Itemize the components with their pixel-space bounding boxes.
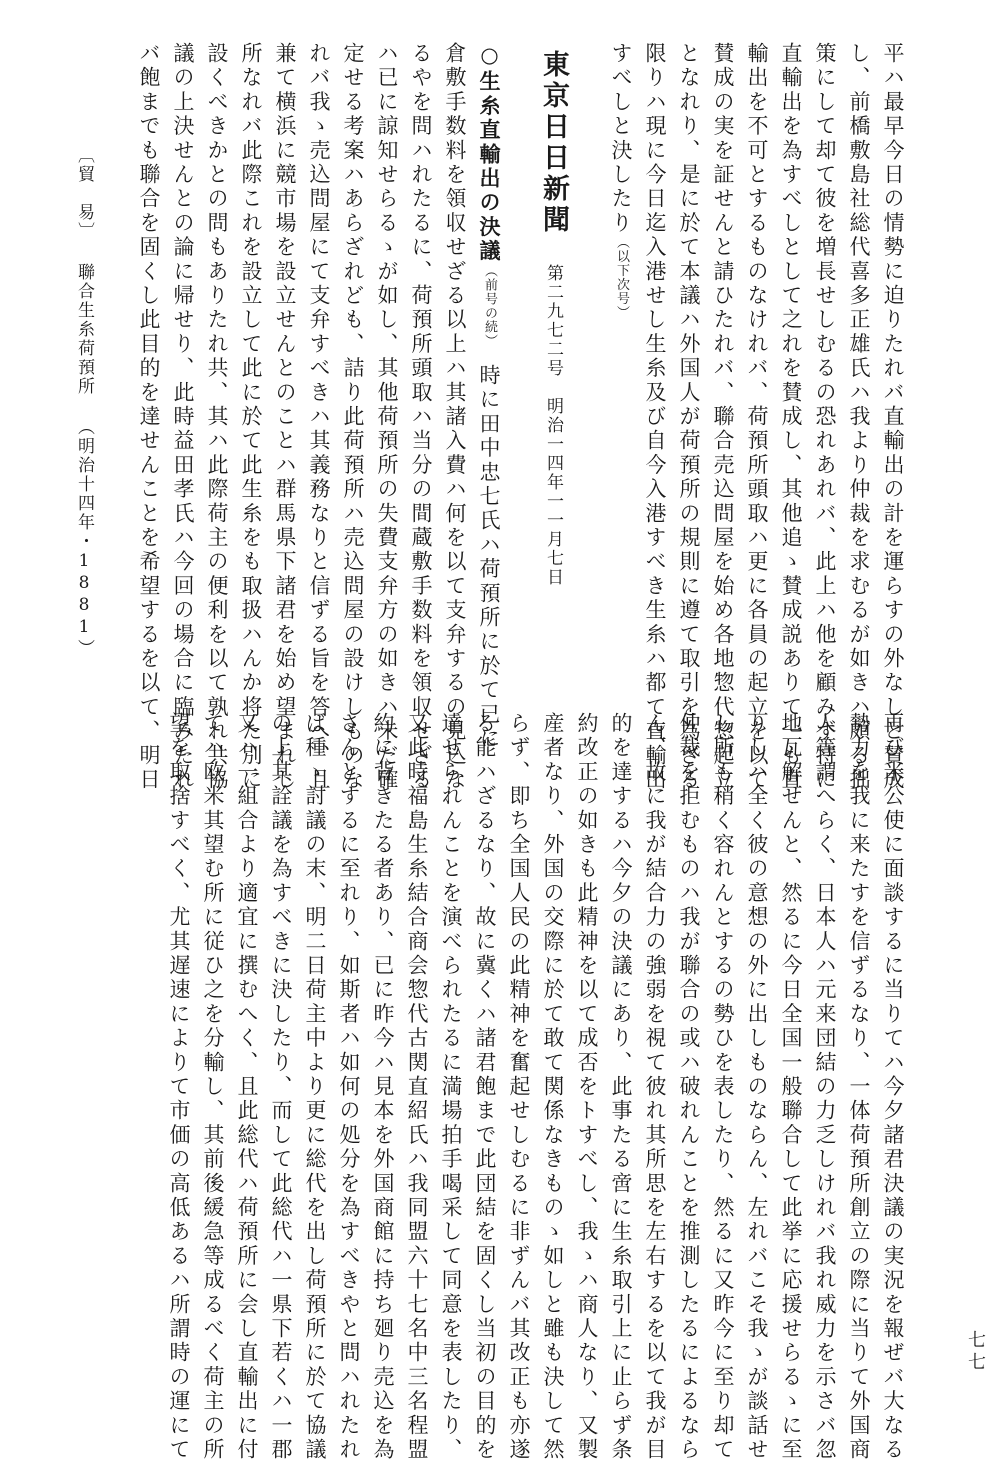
text-line: れバ我ゝ売込問屋にて支弁すべきハ其義務なりと信ずる旨を答へ、且 bbox=[307, 42, 331, 793]
text-line: 倉敷手数料を領収せざる以上ハ其諸入費ハ何を以て支弁するの見込な bbox=[443, 42, 467, 793]
running-footer bbox=[72, 146, 97, 658]
footer-date: （明治十四年・1881） bbox=[74, 418, 94, 658]
text-line: 限りハ現に今日迄入港せし生糸及び自今入港すべき生糸ハ都て直輸出 bbox=[643, 42, 667, 793]
text-line: 又ハ一組合より適宜に撰むへく、且此総代ハ荷預所に会し直輸出に付 bbox=[235, 712, 259, 1462]
issue-info: 第二九七二号 明治一四年一一月七日 bbox=[543, 264, 563, 587]
text-line: 望を取捨すべく、尤其遅速によりて市価の高低あるハ所謂時の運にて bbox=[167, 712, 191, 1462]
text-line: バ飽までも聯合を固くし此目的を達せんことを希望するを以て、明日 bbox=[137, 42, 161, 793]
text-line: 再び米公使に面談するに当りてハ今夕諸君決議の実況を報ぜバ大なる bbox=[881, 712, 905, 1462]
text-line: 設くべきかとの問もありたれ共、其ハ此際荷主の便利を以て孰れ共協 bbox=[205, 42, 229, 793]
text-line: 的を達するハ今夕の決議にあり、此事たる啻に生糸取引上に止らず条 bbox=[609, 712, 633, 1462]
text-line: 産者なり、外国の交際に於て敢て関係なきものゝ如しと雖も決して然 bbox=[541, 712, 565, 1462]
article-title-line bbox=[478, 42, 500, 751]
text-line-last bbox=[610, 42, 631, 320]
text-line: 兼て横浜に競市場を設立せんとのことハ群馬県下諸君を始め望まれし bbox=[273, 42, 297, 793]
text-line: らず、即ち全国人民の此精神を奮起せしむるに非ずんバ其改正も亦遂 bbox=[507, 712, 531, 1462]
text-line: ば種ゝ討議の末、明二日荷主中より更に総代を出し荷預所に於て協議 bbox=[303, 712, 327, 1462]
article-title: ○生糸直輸出の決議 bbox=[477, 42, 502, 264]
text-line: 達せられんことを演べられたるに満場拍手喝采して同意を表したり、 bbox=[439, 712, 463, 1462]
footer-title: 聯合生糸荷預所 bbox=[74, 263, 94, 396]
text-line: 人等謂へらく、日本人ハ元来団結の力乏しけれバ我れ威力を示さバ忽 bbox=[813, 712, 837, 1462]
text-line: の上其詮議を為すべきに決したり、而して此総代ハ一県下若くハ一郡 bbox=[269, 712, 293, 1462]
text-line: るやを問ハれたるに、荷預所頭取ハ当分の間蔵敷手数料を領収せざる bbox=[409, 42, 433, 793]
text-line: 約改正の如きも此精神を以て成否をトすべし、我ゝハ商人なり、又製 bbox=[575, 712, 599, 1462]
text-line: 仲裁を拒むものハ我が聯合の或ハ破れんことを推測したるによるなら bbox=[677, 712, 701, 1462]
footer-category: 〔貿 易〕 bbox=[74, 146, 94, 241]
text-line: 平ハ最早今日の情勢に迫りたれバ直輸出の計を運らすの外なしと賛成 bbox=[881, 42, 905, 793]
text-line: 議の上決せんとの論に帰せり、此時益田孝氏ハ今回の場合に臨みたれ bbox=[171, 42, 195, 793]
text-line: ハ已に諒知せらるゝが如し、其他荷預所の失費支弁方の如きハ未だ確 bbox=[375, 42, 399, 793]
page-number: 七七 bbox=[965, 1330, 986, 1374]
text-line: し所も稍く容れんとするの勢ひを表したり、然るに又昨今に至り却て bbox=[711, 712, 735, 1462]
text-line: 策にして却て彼を増長せしむるの恐れあれバ、此上ハ他を顧みず特に bbox=[813, 42, 837, 793]
article-note: （前号の続） bbox=[482, 263, 497, 348]
newspaper-name: 東京日日新聞 bbox=[538, 50, 569, 236]
text-line: 勢力を我に来たすを信ずるなり、一体荷預所創立の際に当りて外国商 bbox=[847, 712, 871, 1462]
article-text-start: 時に田中忠七氏ハ荷預所に於て已に bbox=[477, 363, 501, 752]
text-line: し、前橋敷島社総代喜多正雄氏ハ我より仲裁を求むるが如きハ頗る拙 bbox=[847, 42, 871, 793]
text-line: となれり、是に於て本議ハ外国人が荷預所の規則に遵て取引を為ざる bbox=[677, 42, 701, 793]
text-line: てハ欧米其望む所に従ひ之を分輸し、其前後緩急等成るべく荷主の所 bbox=[201, 712, 225, 1462]
text-line: 地瓦解せんと、然るに今日全国一般聯合して此挙に応援せらるゝに至 bbox=[779, 712, 803, 1462]
text-line: 約に背きたる者あり、已に昨今ハ見本を外国商館に持ち廻り売込を為 bbox=[371, 712, 395, 1462]
text-line: る能ハざるなり、故に冀くハ諸君飽まで此団結を固くし当初の目的を bbox=[473, 712, 497, 1462]
text-line: りしハ全く彼の意想の外に出しものならん、左れバこそ我ゝが談話せ bbox=[745, 712, 769, 1462]
newspaper-heading bbox=[540, 50, 567, 587]
text-line: 輸出を不可とするものなけれバ、荷預所頭取ハ更に各員の起立を以て bbox=[745, 42, 769, 793]
text-line: 直輸出を為すべしとして之れを賛成し、其他追ゝ賛成説ありて一も直 bbox=[779, 42, 803, 793]
continued-note: （以下次号） bbox=[614, 235, 629, 320]
text-line: 又此時福島生糸結合商会惣代古関直紹氏ハ我同盟六十七名中三名程盟 bbox=[405, 712, 429, 1462]
text-line: 定せる考案ハあらざれども、詰り此荷預所ハ売込問屋の設けしものな bbox=[341, 42, 365, 793]
text-line: さんとするに至れり、如斯者ハ如何の処分を為すべきやと問ハれたれ bbox=[337, 712, 361, 1462]
text-line: ん、故に我が結合力の強弱を視て彼れ其所思を左右するを以て我が目 bbox=[643, 712, 667, 1462]
paragraph-end: すべしと決したり bbox=[609, 42, 633, 236]
text-line: 所なれバ此際これを設立して此に於て此生糸をも取扱ハんか将た別に bbox=[239, 42, 263, 793]
text-line: 賛成の実を証せんと請ひたれバ、聯合売込問屋を始め各地惣代惣起立 bbox=[711, 42, 735, 793]
